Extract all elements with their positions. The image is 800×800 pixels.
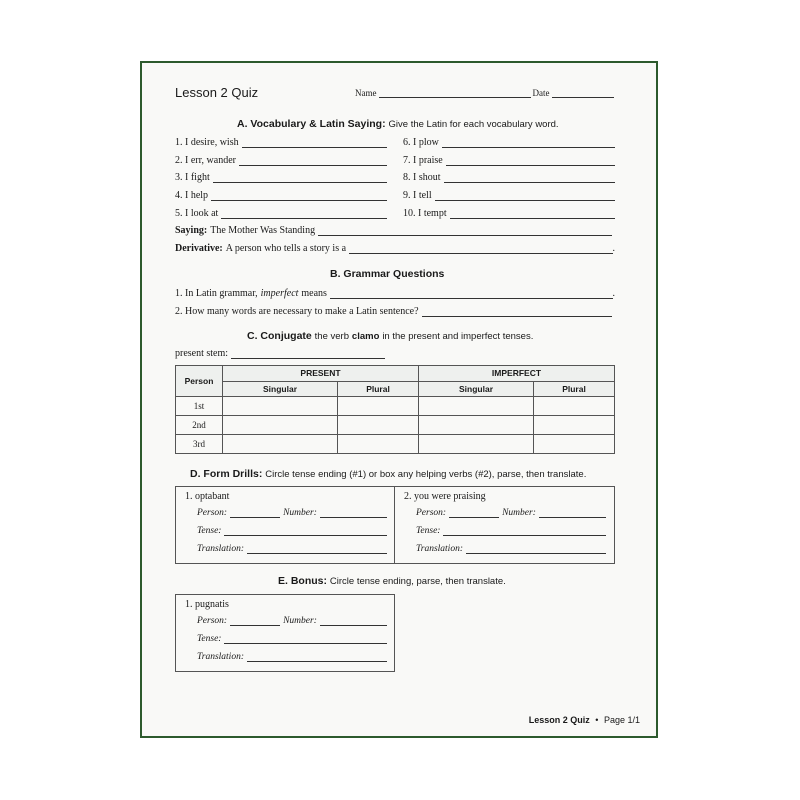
table-row <box>176 416 615 435</box>
person-field[interactable] <box>230 616 280 626</box>
section-d-heading <box>190 468 586 480</box>
answer-cell[interactable] <box>418 416 533 435</box>
present-plural-header: Plural <box>338 381 419 397</box>
person-header: Person <box>176 366 223 397</box>
saying-label: Saying: <box>175 225 208 236</box>
translation-row <box>416 544 606 554</box>
section-e-heading <box>278 575 506 587</box>
translation-label: Translation: <box>416 544 463 554</box>
date-field[interactable] <box>552 88 614 98</box>
imperfect-plural-header: Plural <box>534 381 615 397</box>
footer-page-number: Page 1/1 <box>603 715 640 725</box>
translation-field[interactable] <box>247 544 387 554</box>
drill-item-text: 2. you were praising <box>404 491 486 502</box>
answer-field[interactable] <box>442 138 615 148</box>
answer-cell[interactable] <box>418 397 533 416</box>
date-label: Date <box>532 88 550 98</box>
answer-cell[interactable] <box>534 435 615 454</box>
vocab-item <box>175 172 387 183</box>
q2-answer-field[interactable] <box>422 307 612 317</box>
section-c-heading <box>247 330 533 342</box>
table-header-row <box>176 366 615 382</box>
section-c-instruction-b: in the present and imperfect tenses. <box>382 331 534 342</box>
vocab-label: 4. I help <box>175 190 209 201</box>
name-label: Name <box>355 88 377 98</box>
q1-suffix: means <box>301 288 327 299</box>
number-label: Number: <box>283 508 317 518</box>
answer-cell[interactable] <box>418 435 533 454</box>
section-c-instruction-a: the verb <box>314 331 349 342</box>
answer-field[interactable] <box>446 156 615 166</box>
translation-label: Translation: <box>197 544 244 554</box>
name-row <box>355 88 614 98</box>
vocab-label: 10. I tempt <box>403 208 447 219</box>
number-field[interactable] <box>320 508 387 518</box>
name-field[interactable] <box>379 88 531 98</box>
vocab-label: 2. I err, wander <box>175 155 236 166</box>
tense-row <box>197 634 387 644</box>
translation-row <box>197 652 387 662</box>
period: . <box>612 288 615 299</box>
conjugation-table <box>175 365 615 454</box>
tense-label: Tense: <box>197 634 222 644</box>
vocab-item <box>175 208 387 219</box>
derivative-answer-field[interactable] <box>349 244 612 254</box>
section-e-instruction: Circle tense ending, parse, then translate. <box>329 576 506 587</box>
number-label: Number: <box>502 508 536 518</box>
person-number-row <box>197 508 387 518</box>
q1-italic: imperfect <box>260 288 299 299</box>
quiz-sheet <box>140 61 658 738</box>
section-a-heading <box>237 118 559 130</box>
person-field[interactable] <box>449 508 499 518</box>
imperfect-header: IMPERFECT <box>418 366 614 382</box>
answer-cell[interactable] <box>338 397 419 416</box>
form-drill-box-1 <box>175 486 395 564</box>
translation-field[interactable] <box>247 652 387 662</box>
section-e-title: E. Bonus: <box>278 575 327 587</box>
person-label: Person: <box>197 616 228 626</box>
person-number-row <box>416 508 606 518</box>
drill-item-label <box>185 491 229 502</box>
stem-field[interactable] <box>231 349 385 359</box>
derivative-text: A person who tells a story is a <box>225 243 347 254</box>
section-d-title: D. Form Drills: <box>190 468 263 480</box>
vocab-label: 9. I tell <box>403 190 432 201</box>
person-cell: 1st <box>176 397 223 416</box>
form-drill-box-2 <box>394 486 615 564</box>
answer-cell[interactable] <box>534 416 615 435</box>
section-a-instruction: Give the Latin for each vocabulary word. <box>388 119 559 130</box>
number-field[interactable] <box>320 616 387 626</box>
vocab-label: 8. I shout <box>403 172 441 183</box>
vocab-item <box>403 155 615 166</box>
section-a-title: A. Vocabulary & Latin Saying: <box>237 118 386 130</box>
saying-answer-field[interactable] <box>318 226 612 236</box>
person-cell: 2nd <box>176 416 223 435</box>
saying-text: The Mother Was Standing <box>210 225 316 236</box>
answer-field[interactable] <box>444 173 616 183</box>
grammar-q2 <box>175 306 612 317</box>
bonus-item-text: 1. pugnatis <box>185 599 229 610</box>
derivative-label: Derivative: <box>175 243 223 254</box>
vocab-label: 6. I plow <box>403 137 439 148</box>
q2-text: 2. How many words are necessary to make a Latin sentence? <box>175 306 419 317</box>
translation-field[interactable] <box>466 544 606 554</box>
page-title: Lesson 2 Quiz <box>175 85 259 100</box>
period: . <box>612 243 615 254</box>
translation-label: Translation: <box>197 652 244 662</box>
translation-row <box>197 544 387 554</box>
answer-cell[interactable] <box>223 397 338 416</box>
q1-prefix: 1. In Latin grammar, <box>175 288 258 299</box>
present-singular-header: Singular <box>223 381 338 397</box>
answer-field[interactable] <box>213 173 387 183</box>
vocab-item <box>175 190 387 201</box>
saying-row <box>175 225 612 236</box>
section-c-verb: clamo <box>351 331 380 342</box>
number-field[interactable] <box>539 508 606 518</box>
footer-bullet: • <box>595 715 599 725</box>
bonus-box <box>175 594 395 672</box>
table-subheader-row <box>176 381 615 397</box>
section-d-instruction: Circle tense ending (#1) or box any helping verbs (#2), parse, then translate. <box>265 469 587 480</box>
tense-row <box>197 526 387 536</box>
answer-cell[interactable] <box>534 397 615 416</box>
tense-label: Tense: <box>416 526 441 536</box>
answer-field[interactable] <box>450 209 615 219</box>
person-field[interactable] <box>230 508 280 518</box>
vocab-item <box>175 155 387 166</box>
person-number-row <box>197 616 387 626</box>
person-cell: 3rd <box>176 435 223 454</box>
q1-answer-field[interactable] <box>330 289 613 299</box>
number-label: Number: <box>283 616 317 626</box>
tense-label: Tense: <box>197 526 222 536</box>
imperfect-singular-header: Singular <box>418 381 533 397</box>
stem-label: present stem: <box>175 348 229 359</box>
section-b-heading: B. Grammar Questions <box>330 268 445 280</box>
vocab-item <box>403 172 615 183</box>
present-header: PRESENT <box>223 366 419 382</box>
answer-field[interactable] <box>239 156 387 166</box>
drill-item-text: 1. optabant <box>185 491 230 502</box>
answer-cell[interactable] <box>223 416 338 435</box>
vocab-label: 3. I fight <box>175 172 210 183</box>
answer-field[interactable] <box>211 191 387 201</box>
drill-item-label <box>404 491 486 502</box>
bonus-item-label <box>185 599 229 610</box>
tense-field[interactable] <box>443 526 606 536</box>
answer-cell[interactable] <box>338 416 419 435</box>
answer-field[interactable] <box>221 209 387 219</box>
page-footer <box>529 715 640 725</box>
tense-field[interactable] <box>224 634 387 644</box>
tense-row <box>416 526 606 536</box>
section-c-title: C. Conjugate <box>247 330 312 342</box>
person-label: Person: <box>416 508 447 518</box>
vocab-item <box>403 208 615 219</box>
vocab-label: 1. I desire, wish <box>175 137 239 148</box>
answer-field[interactable] <box>435 191 615 201</box>
vocab-label: 7. I praise <box>403 155 443 166</box>
vocab-item <box>403 137 615 148</box>
answer-cell[interactable] <box>338 435 419 454</box>
vocab-item <box>403 190 615 201</box>
tense-field[interactable] <box>224 526 387 536</box>
stem-row <box>175 348 385 359</box>
person-label: Person: <box>197 508 228 518</box>
vocab-item <box>175 137 387 148</box>
table-row <box>176 397 615 416</box>
answer-field[interactable] <box>242 138 387 148</box>
vocab-label: 5. I look at <box>175 208 219 219</box>
table-row <box>176 435 615 454</box>
footer-title: Lesson 2 Quiz <box>528 715 590 725</box>
grammar-q1 <box>175 288 615 299</box>
derivative-row <box>175 243 615 254</box>
answer-cell[interactable] <box>223 435 338 454</box>
